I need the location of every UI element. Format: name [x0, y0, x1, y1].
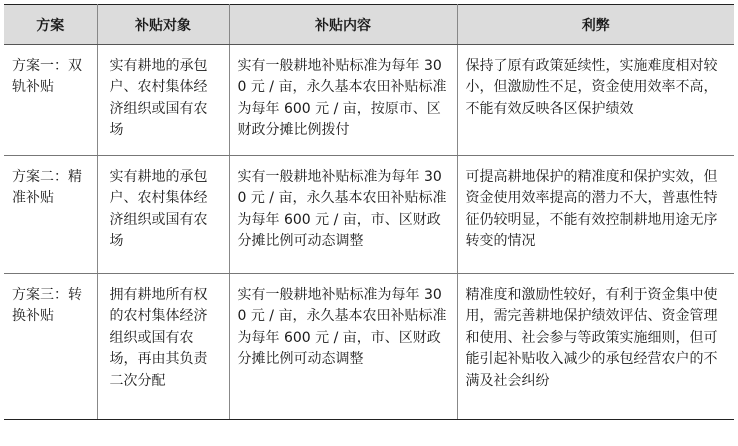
- cell-content: 实有一般耕地补贴标准为每年 300 元 / 亩，永久基本农田补贴标准为每年 600 元 / 亩，按原市、区财政分摊比例拨付: [229, 45, 457, 156]
- cell-target: 实有耕地的承包户、农村集体经济组织或国有农场: [97, 156, 229, 274]
- cell-plan: 方案三：转换补贴: [4, 274, 97, 420]
- cell-content: 实有一般耕地补贴标准为每年 300 元 / 亩，永久基本农田补贴标准为每年 600 元 / 亩，市、区财政分摊比例可动态调整: [229, 156, 457, 274]
- table-row: [4, 274, 734, 420]
- subsidy-plans-table: [4, 4, 734, 420]
- header-plan: 方案: [4, 5, 97, 45]
- cell-plan: 方案一：双轨补贴: [4, 45, 97, 156]
- table-row: [4, 156, 734, 274]
- cell-pros-cons: 精准度和激励性较好，有利于资金集中使用，需完善耕地保护绩效评估、资金管理和使用、社会参与等政策实施细则，但可能引起补贴收入减少的承包经营农户的不满及社会纠纷: [457, 274, 734, 420]
- table-header-row: [4, 5, 734, 45]
- header-content: 补贴内容: [229, 5, 457, 45]
- cell-pros-cons: 保持了原有政策延续性，实施难度相对较小，但激励性不足，资金使用效率不高，不能有效反映各区保护绩效: [457, 45, 734, 156]
- header-pros-cons: 利弊: [457, 5, 734, 45]
- cell-pros-cons: 可提高耕地保护的精准度和保护实效，但资金使用效率提高的潜力不大，普惠性特征仍较明显，不能有效控制耕地用途无序转变的情况: [457, 156, 734, 274]
- table-row: [4, 45, 734, 156]
- cell-plan: 方案二：精准补贴: [4, 156, 97, 274]
- cell-target: 实有耕地的承包户、农村集体经济组织或国有农场: [97, 45, 229, 156]
- cell-target: 拥有耕地所有权的农村集体经济组织或国有农场，再由其负责二次分配: [97, 274, 229, 420]
- header-target: 补贴对象: [97, 5, 229, 45]
- cell-content: 实有一般耕地补贴标准为每年 300 元 / 亩，永久基本农田补贴标准为每年 600 元 / 亩，市、区财政分摊比例可动态调整: [229, 274, 457, 420]
